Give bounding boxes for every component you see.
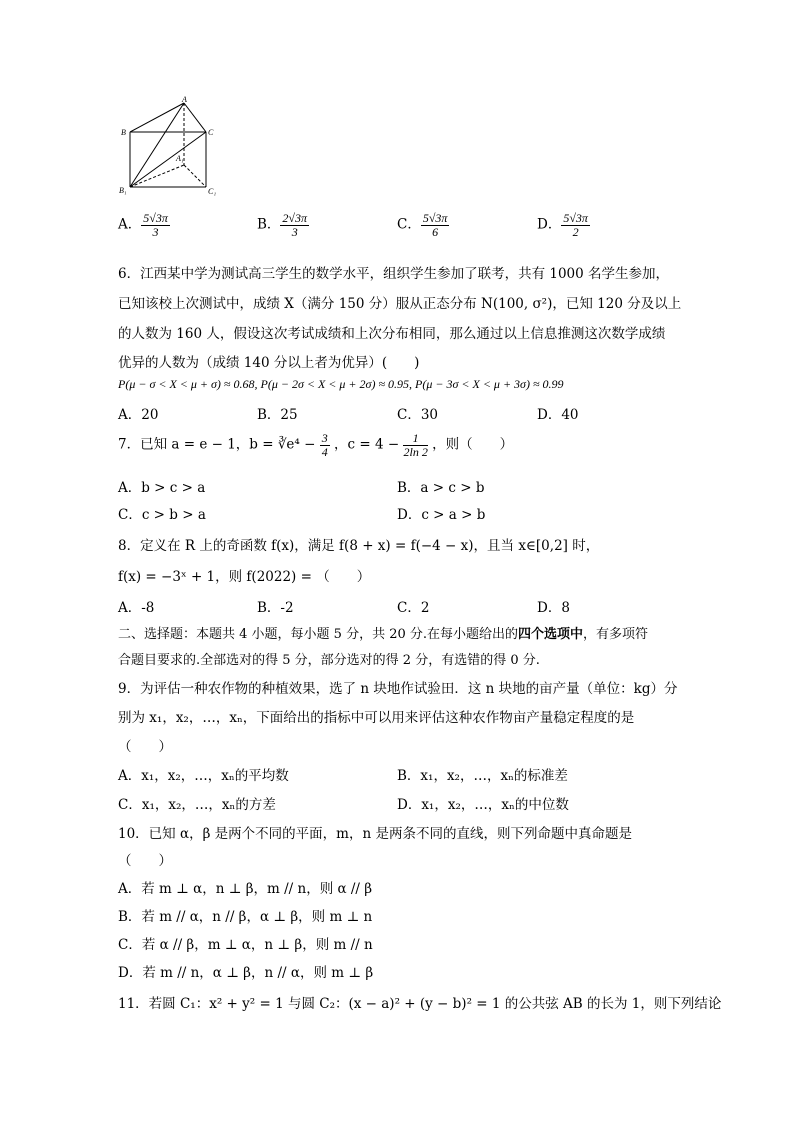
q7-option-b: B．a > c > b (397, 480, 485, 496)
q7-option-c: C．c > b > a (118, 507, 206, 523)
q10-line1: 10．已知 α，β 是两个不同的平面，m，n 是两条不同的直线，则下列命题中真命题是 (118, 826, 632, 842)
q6-option-c: C．30 (397, 407, 439, 423)
q9-option-d: D．x₁，x₂，…，xₙ的中位数 (397, 797, 569, 813)
q9-line3: （ ） (118, 739, 172, 755)
label-A1: A₁ (176, 154, 184, 163)
q8-option-a: A．-8 (118, 600, 155, 616)
q10-option-c: C．若 α // β，m ⊥ α，n ⊥ β，则 m // n (118, 937, 373, 953)
q7-stem: 7．已知 a = e − 1，b = ∛e⁴ − $\frac{3}{4}$ ，c = 4 − $\frac{1}{2\ln 2}$ ，则（ ） (118, 431, 514, 459)
label-B: B (121, 128, 126, 137)
label-C: C (208, 128, 214, 137)
label-C1: C₁ (208, 187, 217, 196)
q6-formula: P(μ − σ < X < μ + σ) ≈ 0.68, P(μ − 2σ < X < μ + 2σ) ≈ 0.95, P(μ − 3σ < X < μ + 3σ) ≈ 0.99 (118, 377, 564, 391)
q9-line1: 9．为评估一种农作物的种植效果，选了 n 块地作试验田．这 n 块地的亩产量（单位：kg）分 (118, 681, 678, 697)
q9-option-b: B．x₁，x₂，…，xₙ的标准差 (397, 768, 568, 784)
section2-header-line2: 合题目要求的.全部选对的得 5 分，部分选对的得 2 分，有选错的得 0 分. (118, 653, 540, 668)
q5-option-a: A． $\frac{5√3\pi}{3}$ (118, 211, 168, 239)
q10-line2: （ ） (118, 853, 172, 869)
label-B1: B₁ (119, 186, 127, 195)
prism-figure (118, 95, 223, 197)
q8-option-b: B．-2 (257, 600, 294, 616)
q6-line3: 的人数为 160 人，假设这次考试成绩和上次分布相同，那么通过以上信息推测这次数学成绩 (118, 326, 666, 342)
q8-line2: f(x) = −3ˣ + 1，则 f(2022) = （ ） (118, 569, 371, 585)
q6-line2: 已知该校上次测试中，成绩 X（满分 150 分）服从正态分布 N(100, σ²)，已知 120 分及以上 (118, 296, 682, 312)
q10-option-d: D．若 m // n，α ⊥ β，n // α，则 m ⊥ β (118, 965, 374, 981)
q6-line4: 优异的人数为（成绩 140 分以上者为优异）( ) (118, 355, 420, 371)
label-A: A (182, 95, 187, 104)
q11-line1: 11．若圆 C₁：x² + y² = 1 与圆 C₂：(x − a)² + (y − b)² = 1 的公共弦 AB 的长为 1，则下列结论 (118, 996, 722, 1012)
q9-option-c: C．x₁，x₂，…，xₙ的方差 (118, 797, 276, 813)
q6-option-d: D．40 (537, 407, 579, 423)
q7-option-a: A．b > c > a (118, 480, 206, 496)
q10-option-a: A．若 m ⊥ α，n ⊥ β，m // n，则 α // β (118, 881, 373, 897)
q10-option-b: B．若 m // α，n // β，α ⊥ β，则 m ⊥ n (118, 909, 373, 925)
q8-line1: 8．定义在 R 上的奇函数 f(x)，满足 f(8 + x) = f(−4 − x)，且当 x∈[0,2] 时， (118, 538, 600, 554)
section2-header-line1: 二、选择题：本题共 4 小题，每小题 5 分，共 20 分.在每小题给出的四个选项中，有多项符 (118, 627, 649, 642)
q5-option-d: D． $\frac{5√3\pi}{2}$ (537, 211, 588, 239)
q7-option-d: D．c > a > b (397, 507, 486, 523)
q8-option-c: C．2 (397, 600, 430, 616)
q8-option-d: D．8 (537, 600, 570, 616)
q6-option-a: A．20 (118, 407, 159, 423)
q9-option-a: A．x₁，x₂，…，xₙ的平均数 (118, 768, 289, 784)
q9-line2: 别为 x₁，x₂，…，xₙ，下面给出的指标中可以用来评估这种农作物亩产量稳定程度的是 (118, 710, 635, 726)
q6-option-b: B．25 (257, 407, 298, 423)
q5-option-b: B． $\frac{2√3\pi}{3}$ (257, 211, 308, 239)
q6-line1: 6．江西某中学为测试高三学生的数学水平，组织学生参加了联考，共有 1000 名学生参加， (118, 266, 670, 282)
q5-option-c: C． $\frac{5√3\pi}{6}$ (397, 211, 448, 239)
